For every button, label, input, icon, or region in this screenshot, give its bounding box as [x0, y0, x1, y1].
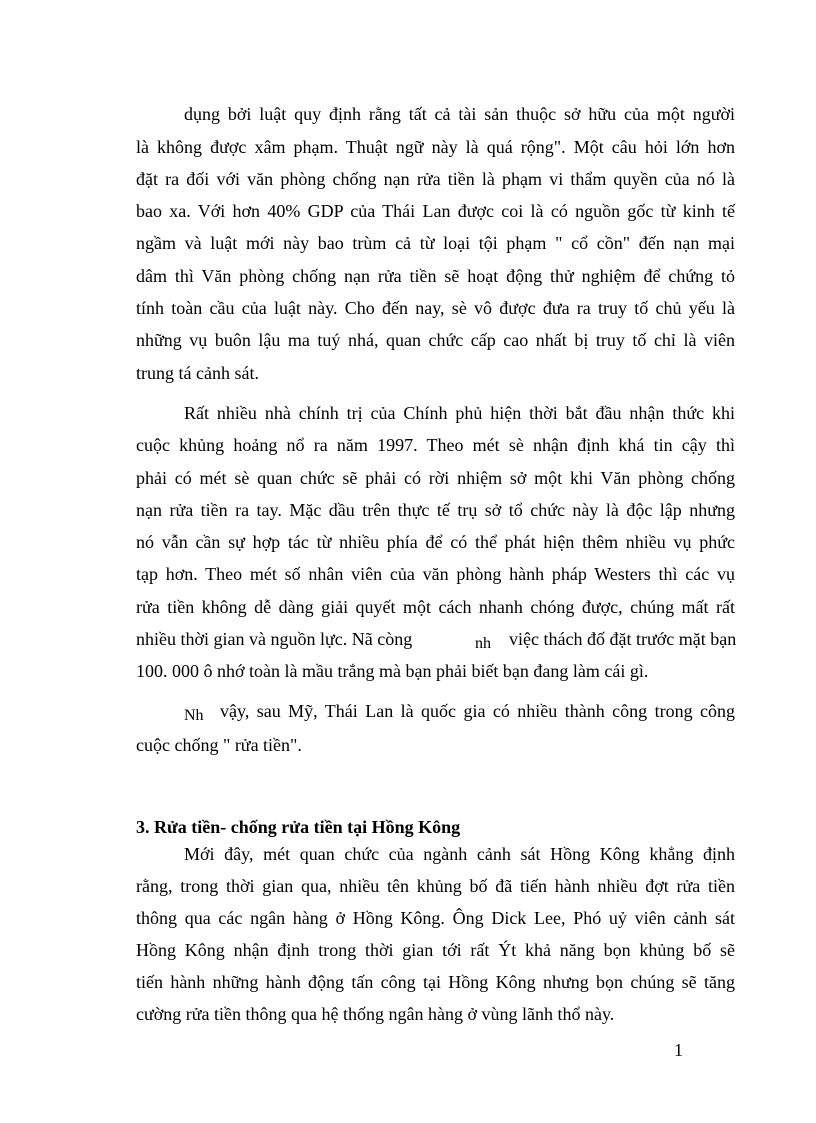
text-line: là không được xâm phạm. Thuật ngữ này là quá rộng". Một câu hỏi lớn hơn	[136, 137, 735, 157]
text-line: cường rửa tiền thông qua hệ thống ngân hàng ở vùng lãnh thổ này.	[136, 1004, 615, 1024]
text-line: ngầm và luật mới này bao trùm cả từ loại tội phạm " cổ cồn" đến nạn mại	[136, 233, 735, 253]
text-line: việc thách đố đặt trước mặt bạn	[509, 629, 737, 649]
text-line: Mới đây, mét quan chức của ngành cảnh sát Hồng Kông khẳng định	[184, 844, 735, 864]
text-line: Rất nhiều nhà chính trị của Chính phủ hiện thời bắt đầu nhận thức khi	[184, 403, 735, 423]
text-line: những vụ buôn lậu ma tuý nhá, quan chức cấp cao nhất bị truy tố chỉ là viên	[136, 330, 735, 350]
text-line: nhiều thời gian và nguồn lực. Nã còng	[136, 629, 413, 649]
text-line: tạp hơn. Theo mét số nhân viên của văn phòng hành pháp Westers thì các vụ	[136, 564, 735, 584]
section-heading: 3. Rửa tiền- chống rửa tiền tại Hồng Kông	[136, 817, 461, 837]
text-line: nạn rửa tiền ra tay. Mặc dầu trên thực tế trụ sở tổ chức này là độc lập nhưng	[136, 500, 735, 520]
text-line: rửa tiền không dễ dàng giải quyết một cách nhanh chóng được, chúng mất rất	[136, 597, 735, 617]
text-line: dâm thì Văn phòng chống nạn rửa tiền sẽ hoạt động thử nghiệm để chứng tỏ	[136, 266, 735, 286]
text-line: 100. 000 ô nhớ toàn là mầu trắng mà bạn phải biết bạn đang làm cái gì.	[136, 661, 649, 681]
text-line: nó vẫn cần sự hợp tác từ nhiều phía để có thể phát hiện thêm nhiều vụ phức	[136, 532, 735, 552]
text-line: cuộc chống " rửa tiền".	[136, 735, 302, 755]
text-line: dụng bởi luật quy định rằng tất cả tài sản thuộc sở hữu của một người	[184, 104, 735, 124]
text-line: tiến hành những hành động tấn công tại Hồng Kông nhưng bọn chúng sẽ tăng	[136, 972, 735, 992]
text-line: đặt ra đối với văn phòng chống nạn rửa tiền là phạm vi thẩm quyền của nó là	[136, 169, 735, 189]
text-line: tính toàn cầu của luật này. Cho đến nay, sè vô được đưa ra truy tố chủ yếu là	[136, 298, 735, 318]
text-line: trung tá cảnh sát.	[136, 363, 259, 383]
page-number: 1	[674, 1040, 683, 1060]
text-line: thông qua các ngân hàng ở Hồng Kông. Ông Dick Lee, Phó uỷ viên cảnh sát	[136, 908, 735, 928]
text-fragment: nh	[475, 635, 491, 652]
text-fragment: Nh	[184, 707, 204, 724]
text-line: cuộc khủng hoảng nổ ra năm 1997. Theo mét sè nhận định khá tin cậy thì	[136, 435, 735, 455]
text-line: rằng, trong thời gian qua, nhiều tên khủng bố đã tiến hành nhiều đợt rửa tiền	[136, 876, 735, 896]
text-line: bao xa. Với hơn 40% GDP của Thái Lan được coi là có nguồn gốc từ kinh tế	[136, 201, 735, 221]
text-line: vậy, sau Mỹ, Thái Lan là quốc gia có nhiều thành công trong công	[220, 701, 735, 721]
text-line: phải có mét sè quan chức sẽ phải có rời nhiệm sở một khi Văn phòng chống	[136, 468, 735, 488]
text-line: Hồng Kông nhận định trong thời gian tới rất Ýt khả năng bọn khủng bố sẽ	[136, 940, 735, 960]
